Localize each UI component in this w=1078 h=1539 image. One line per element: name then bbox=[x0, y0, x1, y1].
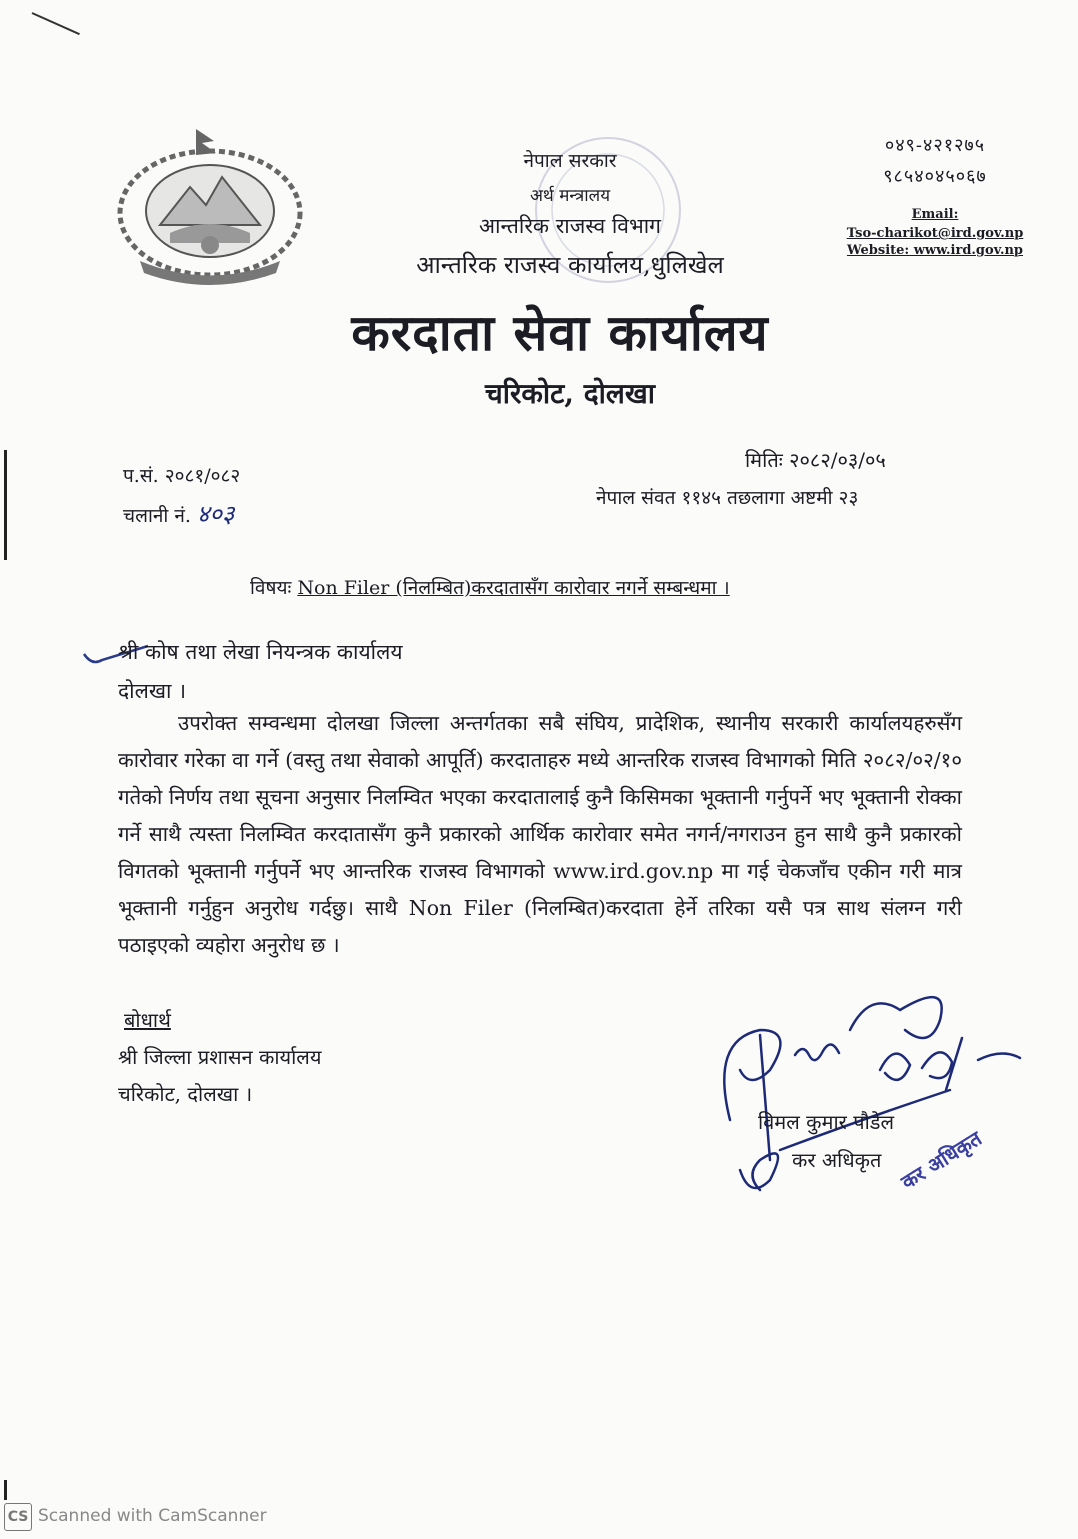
mobile-number: ९८५४०४५०६७ bbox=[883, 166, 987, 187]
dispatch-line bbox=[123, 497, 234, 530]
website: Website: www.ird.gov.np bbox=[846, 243, 1024, 258]
subject-line bbox=[250, 574, 730, 600]
signatory-title: कर अधिकृत bbox=[792, 1148, 882, 1172]
nepal-samvat-date: नेपाल संवत ११४५ तछलागा अष्टमी २३ bbox=[596, 487, 859, 509]
scanner-watermark: Scanned with CamScanner bbox=[38, 1506, 267, 1526]
recipient-name: श्री कोष तथा लेखा नियन्त्रक कार्यालय bbox=[118, 640, 403, 664]
dispatch-label: चलानी नं. bbox=[123, 505, 191, 527]
dispatch-number: ४०३ bbox=[196, 500, 235, 528]
letter-body bbox=[118, 705, 962, 964]
cc-label: बोधार्थ bbox=[124, 1008, 171, 1032]
scan-streak bbox=[32, 12, 80, 35]
government-name: नेपाल सरकार bbox=[523, 150, 617, 172]
handwritten-signature bbox=[700, 960, 1040, 1220]
subject-label: विषयः bbox=[250, 577, 292, 599]
nepal-emblem bbox=[110, 125, 310, 285]
letterhead-title: करदाता सेवा कार्यालय bbox=[351, 303, 769, 362]
camscanner-logo-icon: CS bbox=[4, 1503, 32, 1531]
letter-date: मितिः २०८२/०३/०५ bbox=[745, 448, 886, 472]
officer-stamp: कर अधिकृत bbox=[896, 1126, 986, 1195]
recipient-place: दोलखा । bbox=[118, 679, 187, 703]
scan-edge-mark bbox=[4, 450, 7, 560]
office-name: आन्तरिक राजस्व कार्यालय,धुलिखेल bbox=[416, 251, 724, 279]
scan-edge-mark bbox=[4, 1480, 7, 1500]
subject-text: Non Filer (निलम्बित)करदातासँग कारोवार नगर्ने सम्बन्धमा । bbox=[297, 577, 730, 599]
department-name: आन्तरिक राजस्व विभाग bbox=[478, 214, 661, 238]
ministry-name: अर्थ मन्त्रालय bbox=[529, 186, 611, 206]
phone-number: ०४९-४२१२७५ bbox=[884, 135, 986, 156]
signatory-name: विमल कुमार पौडेल bbox=[758, 1110, 895, 1134]
cc-place: चरिकोट, दोलखा । bbox=[118, 1082, 253, 1106]
letter-body-text: उपरोक्त सम्वन्धमा दोलखा जिल्ला अन्तर्गतका सबै संघिय, प्रादेशिक, स्थानीय सरकारी कार्यालयहरुसँग कारोवार गरेका वा गर्ने (वस्तु तथा सेवाको आपूर्ति) करदाताहरु मध्ये आन्तरिक राजस्व विभागको मिति २०८२/०२/१० गतेको निर्णय तथा सूचना अनुसार निलम्वित भएका करदातालाई कुनै किसिमका भूक्तानी गर्नुपर्ने भए भूक्तानी रोक्का गर्ने साथै त्यस्ता निलम्वित करदातासँग कुनै प्रकारको आर्थिक कारोवार समेत नगर्न/नगराउन हुन साथै कुनै प्रकारको विगतको भूक्तानी गर्नुपर्ने भए आन्तरिक राजस्व विभागको www.ird.gov.np मा गई चेकजाँच एकीन गरी मात्र भूक्तानी गर्नुहुन अनुरोध गर्दछु। साथै Non Filer (निलम्बित)करदाता हेर्ने तरिका यसै पत्र साथ संलग्न गरी पठाइएको व्यहोरा अनुरोध छ । bbox=[118, 711, 962, 957]
email-label: Email: bbox=[911, 207, 959, 222]
reference-number: प.सं. २०८१/०८२ bbox=[123, 465, 241, 487]
email-address: Tso-charikot@ird.gov.np bbox=[846, 226, 1024, 241]
letterhead-location: चरिकोट, दोलखा bbox=[484, 377, 656, 410]
cc-recipient: श्री जिल्ला प्रशासन कार्यालय bbox=[118, 1045, 322, 1069]
